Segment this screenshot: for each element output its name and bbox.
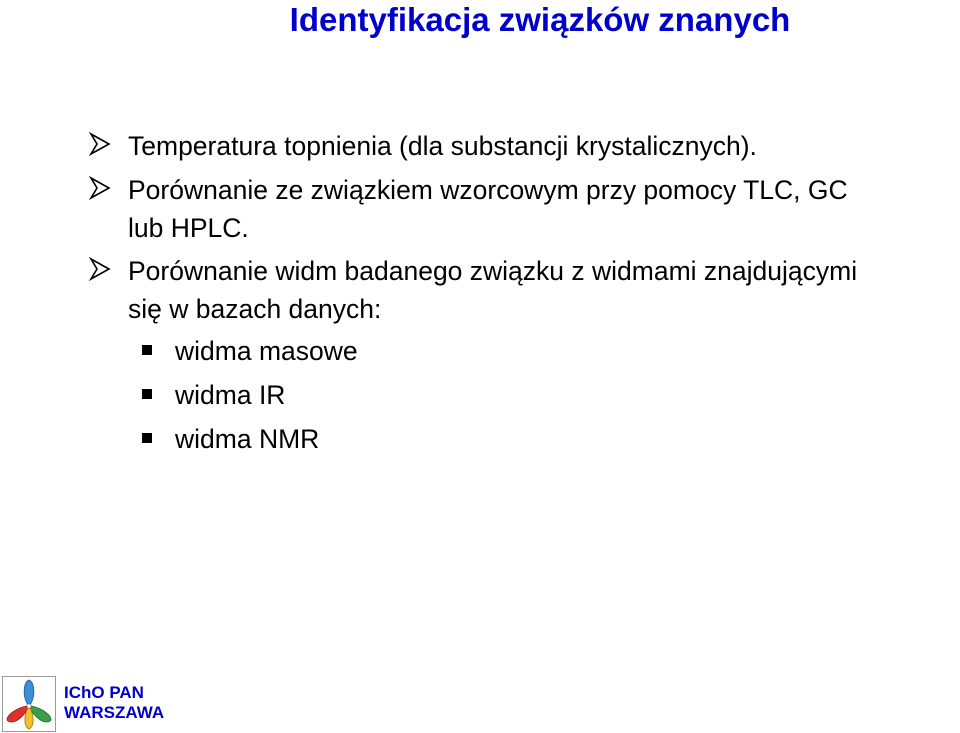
- icho-pan-logo-icon: [2, 676, 56, 732]
- institution-name-line2: WARSZAWA: [64, 703, 165, 722]
- square-bullet-icon: [142, 345, 152, 355]
- bullet-item-spectra-comparison: [128, 252, 857, 290]
- bullet-line: się w bazach danych:: [128, 294, 382, 324]
- bullet-item-spectra-comparison-continued: [128, 290, 381, 328]
- arrowhead-icon: [88, 257, 112, 281]
- bullet-line: lub HPLC.: [128, 213, 249, 243]
- bullet-line: Porównanie widm badanego związku z widmami znajdującymi: [128, 256, 858, 286]
- slide-title: Identyfikacja związków znanych: [289, 1, 791, 38]
- sub-bullet-ir-spectra: widma IR: [175, 380, 286, 410]
- bullet-item-reference-compound-continued: [128, 209, 249, 247]
- arrowhead-icon: [88, 176, 112, 200]
- bullet-line: Temperatura topnienia (dla substancji krystalicznych).: [128, 131, 757, 161]
- square-bullet-icon: [142, 433, 152, 443]
- bullet-item-melting-point: [128, 127, 757, 165]
- institution-name: [64, 683, 164, 723]
- arrowhead-icon: [88, 132, 112, 156]
- sub-bullet-mass-spectra: widma masowe: [175, 336, 358, 366]
- bullet-item-reference-compound: [128, 171, 848, 209]
- square-bullet-icon: [142, 389, 152, 399]
- sub-bullet-nmr-spectra: widma NMR: [175, 424, 320, 454]
- institution-name-line1: IChO PAN: [64, 683, 144, 702]
- bullet-line: Porównanie ze związkiem wzorcowym przy pomocy TLC, GC: [128, 175, 848, 205]
